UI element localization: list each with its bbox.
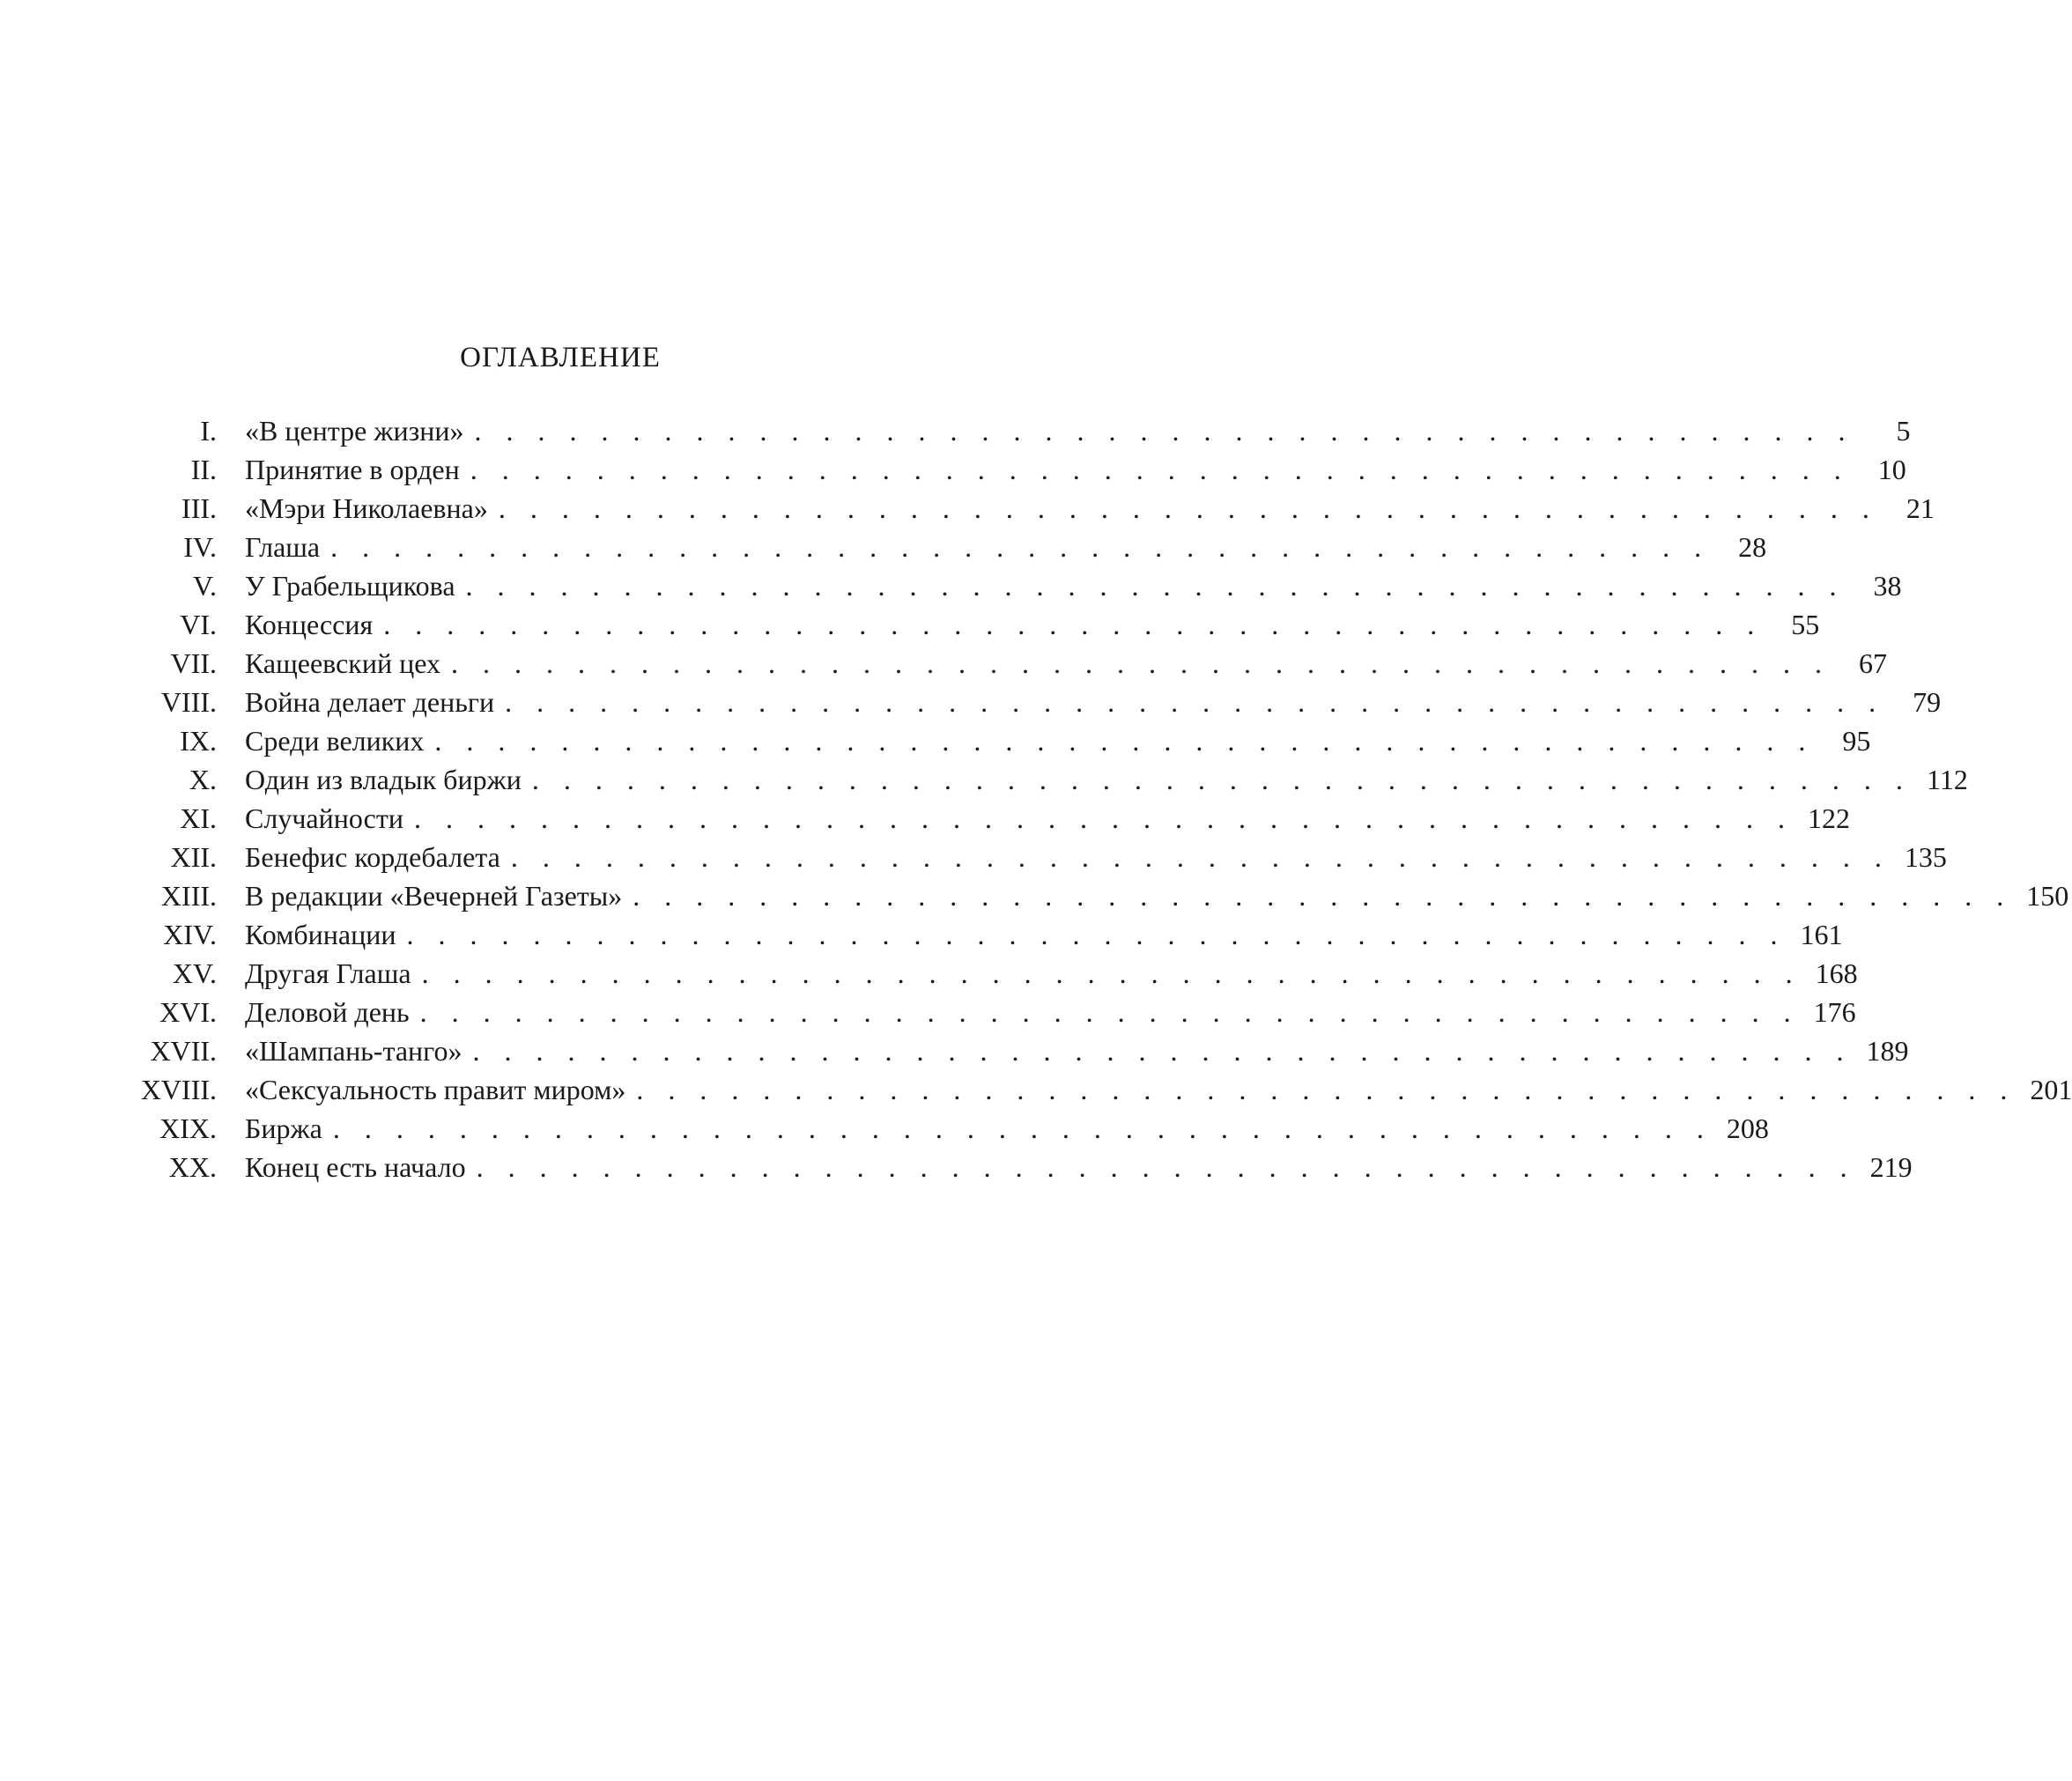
toc-entry [132,993,1856,1031]
page-number: 189 [1866,1035,1909,1067]
toc-entry [132,876,2069,915]
chapter-number: XII. [170,841,217,873]
chapter-title: Другая Глаша [245,957,411,989]
dot-leader: . . . . . . . . . . . . . . . . . . . . . . . . . . . . . . . . . . . . . . . . . . . . [474,415,1854,447]
chapter-number: XVI. [159,996,217,1028]
chapter-title: Один из владык биржи [245,764,522,795]
page-number: 201 [2030,1074,2072,1105]
toc-entry [132,915,1843,954]
chapter-title: Среди великих [245,725,425,757]
chapter-number: X. [189,764,217,795]
chapter-number: II. [190,454,217,485]
chapter-number: VII. [170,647,217,679]
toc-entry [132,566,1902,605]
chapter-number: XV. [172,957,217,989]
toc-list [132,411,2072,1186]
chapter-title: Война делает деньги [245,686,495,718]
chapter-title: «В центре жизни» [245,415,464,447]
dot-leader: . . . . . . . . . . . . . . . . . . . . . . . . . . . . . . . . . . . . . . . . . . . . [406,919,1787,950]
chapter-title: Деловой день [245,996,410,1028]
toc-entry [132,799,1850,838]
toc-entry [132,1109,1769,1148]
chapter-number: VI. [180,609,217,640]
page-number: 150 [2026,880,2069,912]
page-number: 219 [1869,1151,1913,1183]
chapter-number: I. [200,415,217,447]
toc-entry [132,605,1820,644]
toc-entry [132,838,1947,876]
chapter-number: XIII. [160,880,217,912]
dot-leader: . . . . . . . . . . . . . . . . . . . . . . . . . . . . . . . . . . . . . . . . . . . . [505,686,1885,718]
dot-leader: . . . . . . . . . . . . . . . . . . . . . . . . . . . . . . . . . . . . . . . . . . . . [465,570,1846,602]
dot-leader: . . . . . . . . . . . . . . . . . . . . . . . . . . . . . . . . . . . . . . . . . . . . [330,531,1711,563]
dot-leader: . . . . . . . . . . . . . . . . . . . . . . . . . . . . . . . . . . . . . . . . . . . . [421,957,1802,989]
chapter-title: Принятие в орден [245,454,460,485]
toc-entry [132,760,1968,799]
toc-entry [132,1070,2072,1109]
toc-entry [132,1031,1909,1070]
dot-leader: . . . . . . . . . . . . . . . . . . . . . . . . . . . . . . . . . . . . . . . . . . . . [332,1112,1713,1144]
toc-entry [132,450,1906,489]
dot-leader: . . . . . . . . . . . . . . . . . . . . . . . . . . . . . . . . . . . . . . . . . . . . [633,880,2013,912]
chapter-number: IV. [183,531,217,563]
chapter-title: У Грабельщикова [245,570,455,602]
chapter-title: Бенефис кордебалета [245,841,500,873]
dot-leader: . . . . . . . . . . . . . . . . . . . . . . . . . . . . . . . . . . . . . . . . . . . . [636,1074,2016,1105]
dot-leader: . . . . . . . . . . . . . . . . . . . . . . . . . . . . . . . . . . . . . . . . . . . . [451,647,1831,679]
chapter-number: XIV. [163,919,217,950]
chapter-number: III. [181,492,217,524]
page-number: 21 [1906,492,1935,524]
toc-entry [132,411,1911,450]
dot-leader: . . . . . . . . . . . . . . . . . . . . . . . . . . . . . . . . . . . . . . . . . . . . [383,609,1764,640]
dot-leader: . . . . . . . . . . . . . . . . . . . . . . . . . . . . . . . . . . . . . . . . . . . . [472,1035,1853,1067]
page-number: 67 [1859,647,1887,679]
page-number: 208 [1726,1112,1769,1144]
chapter-number: XX. [168,1151,217,1183]
dot-leader: . . . . . . . . . . . . . . . . . . . . . . . . . . . . . . . . . . . . . . . . . . . . [510,841,1891,873]
toc-entry [132,954,1858,993]
toc-entry [132,528,1767,566]
chapter-title: Конец есть начало [245,1151,466,1183]
chapter-title: Глаша [245,531,321,563]
page-number: 55 [1791,609,1820,640]
page-number: 79 [1913,686,1942,718]
chapter-title: Концессия [245,609,374,640]
page-number: 161 [1800,919,1843,950]
page-number: 5 [1896,415,1911,447]
chapter-number: XI. [180,802,217,834]
page-number: 112 [1927,764,1968,795]
page-number: 38 [1873,570,1902,602]
chapter-number: XIX. [159,1112,217,1144]
chapter-title: Биржа [245,1112,322,1144]
chapter-title: «Сексуальность правит миром» [245,1074,626,1105]
page-number: 122 [1807,802,1850,834]
toc-entry [132,644,1887,683]
chapter-title: Кащеевский цех [245,647,440,679]
chapter-number: XVII. [150,1035,217,1067]
dot-leader: . . . . . . . . . . . . . . . . . . . . . . . . . . . . . . . . . . . . . . . . . . . . [434,725,1815,757]
dot-leader: . . . . . . . . . . . . . . . . . . . . . . . . . . . . . . . . . . . . . . . . . . . . [476,1151,1856,1183]
page-number: 10 [1877,454,1906,485]
page-number: 135 [1904,841,1947,873]
toc-entry [132,721,1871,760]
dot-leader: . . . . . . . . . . . . . . . . . . . . . . . . . . . . . . . . . . . . . . . . . . . . [498,492,1878,524]
dot-leader: . . . . . . . . . . . . . . . . . . . . . . . . . . . . . . . . . . . . . . . . . . . . [470,454,1850,485]
toc-entry [132,489,1935,528]
chapter-number: V. [193,570,217,602]
chapter-number: VIII. [160,686,217,718]
page-number: 168 [1815,957,1858,989]
toc-title: ОГЛАВЛЕНИЕ [460,342,661,373]
chapter-title: «Шампань-танго» [245,1035,462,1067]
page-number: 176 [1813,996,1856,1028]
toc-entry [132,1148,1913,1186]
dot-leader: . . . . . . . . . . . . . . . . . . . . . . . . . . . . . . . . . . . . . . . . . . . . [531,764,1912,795]
chapter-number: IX. [180,725,217,757]
toc-entry [132,683,1942,721]
page-number: 28 [1738,531,1767,563]
chapter-title: В редакции «Вечерней Газеты» [245,880,623,912]
page-number: 95 [1842,725,1871,757]
chapter-title: Случайности [245,802,403,834]
dot-leader: . . . . . . . . . . . . . . . . . . . . . . . . . . . . . . . . . . . . . . . . . . . . [419,996,1800,1028]
dot-leader: . . . . . . . . . . . . . . . . . . . . . . . . . . . . . . . . . . . . . . . . . . . . [413,802,1794,834]
chapter-title: «Мэри Николаевна» [245,492,488,524]
chapter-number: XVIII. [140,1074,217,1105]
chapter-title: Комбинации [245,919,396,950]
